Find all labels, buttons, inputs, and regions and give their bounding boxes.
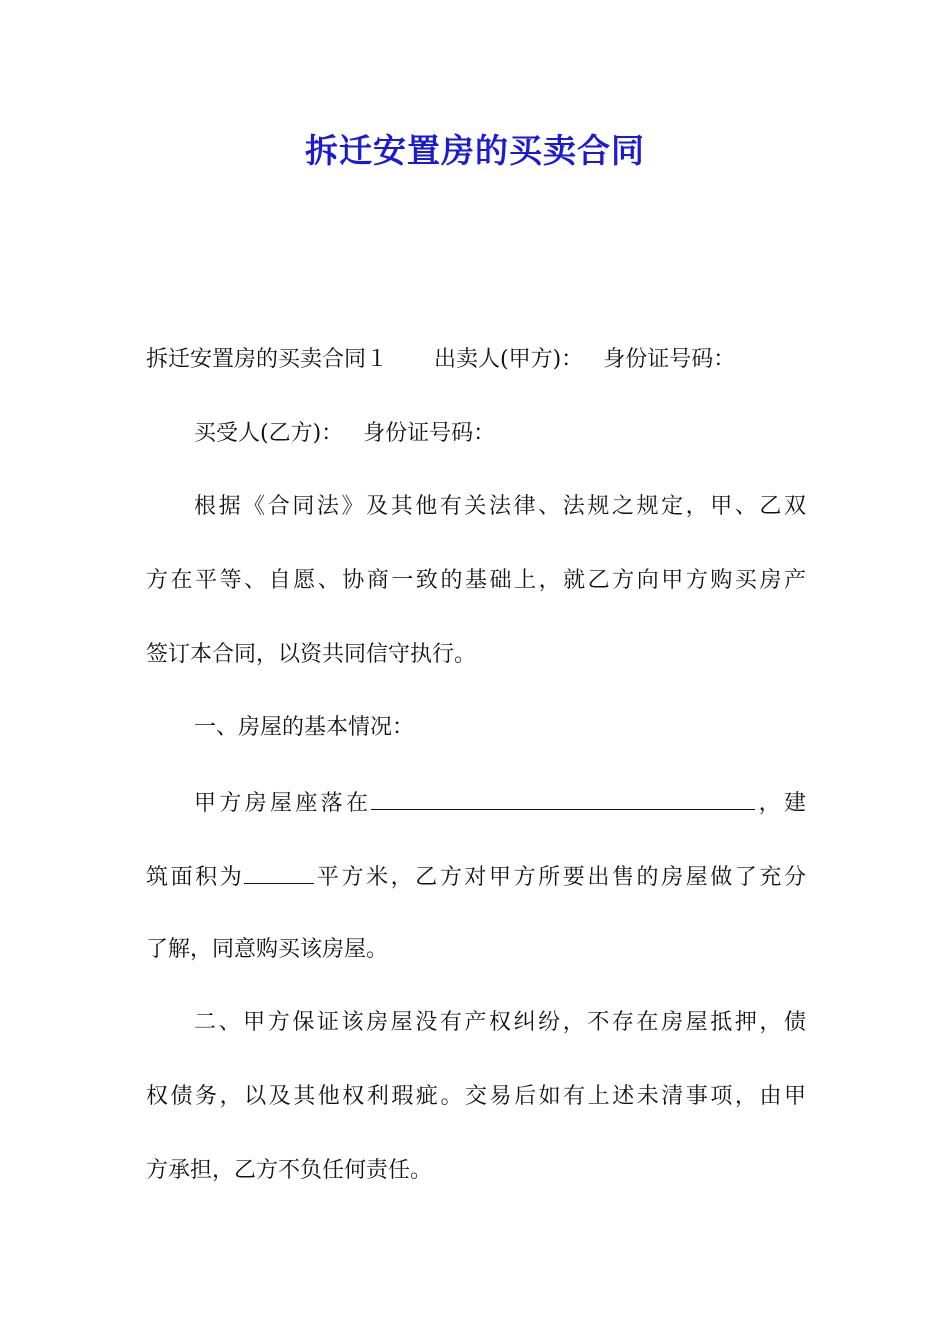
parties-buyer-line	[146, 411, 806, 485]
section-1-location-line	[146, 779, 806, 853]
seller-id-label: 身份证号码：	[603, 347, 736, 372]
area-suffix: 平方米，乙方对甲方所要出售的房屋做了充分	[314, 864, 806, 890]
section-2-line-2: 权债务，以及其他权利瑕疵。交易后如有上述未清事项，由甲	[146, 1083, 806, 1109]
buyer-id-label: 身份证号码：	[363, 420, 496, 446]
buyer-label: 买受人(乙方)：	[194, 420, 344, 446]
document-title: 拆迁安置房的买卖合同	[305, 131, 645, 170]
location-suffix: ，建	[755, 791, 806, 817]
section-2-line-3: 方承担，乙方不负任何责任。	[146, 1157, 433, 1183]
location-prefix: 甲方房屋座落在	[194, 791, 372, 817]
parties-seller-line	[146, 337, 806, 411]
section-1-closing-line: 了解，同意购买该房屋。	[146, 936, 389, 962]
area-prefix: 筑面积为	[146, 864, 245, 890]
preamble-line-3: 签订本合同，以资共同信守执行。	[146, 641, 477, 667]
area-blank	[244, 853, 314, 884]
preamble-line-2: 方在平等、自愿、协商一致的基础上，就乙方向甲方购买房产	[146, 568, 806, 594]
section-1-area-line	[146, 853, 806, 927]
section-1-heading: 一、房屋的基本情况：	[194, 715, 415, 741]
section-2-line-1: 二、甲方保证该房屋没有产权纠纷，不存在房屋抵押，债	[194, 1010, 806, 1036]
location-blank	[371, 779, 755, 810]
preamble-line-1: 根据《合同法》及其他有关法律、法规之规定，甲、乙双	[194, 494, 806, 520]
seller-label: 出卖人(甲方)：	[434, 347, 584, 372]
document-body	[146, 337, 806, 1221]
contract-number: 拆迁安置房的买卖合同１	[146, 347, 389, 372]
